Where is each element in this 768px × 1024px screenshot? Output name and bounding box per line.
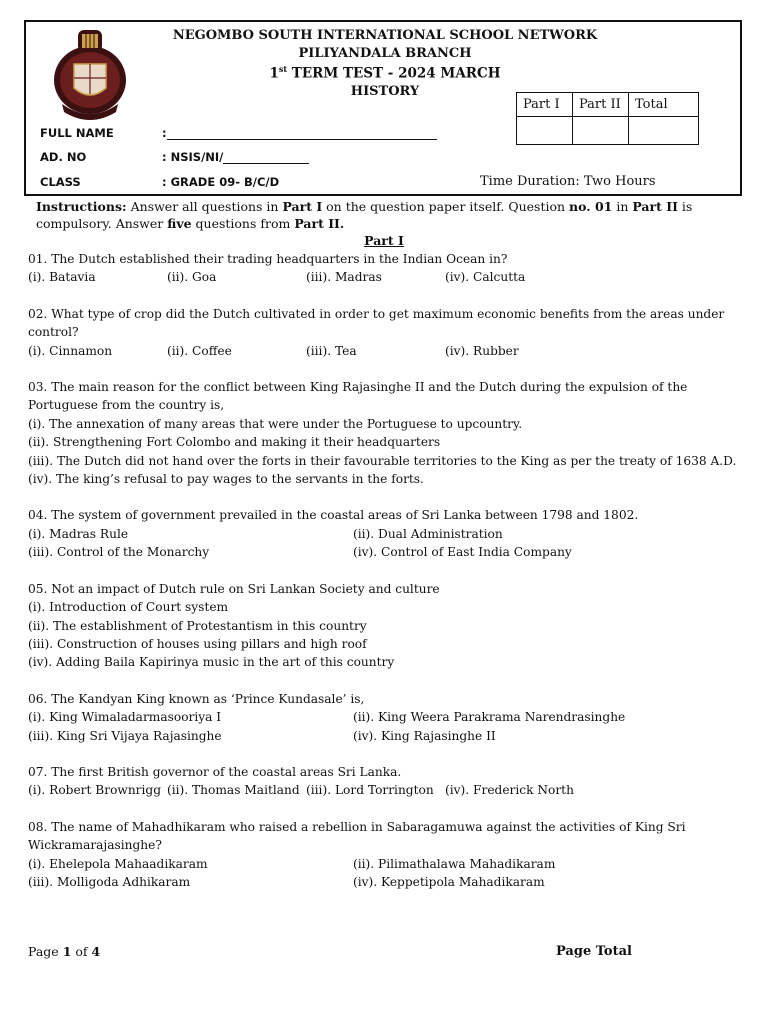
- instructions: Instructions: Answer all questions in Part I on the question paper itself. Question no. 01 in Part II is compulsory. Answer five questions from Part II.: [36, 199, 693, 231]
- score-header-part2: Part II: [573, 93, 629, 117]
- answer-option[interactable]: (i). Madras Rule: [28, 526, 129, 541]
- question-text: 01. The Dutch established their trading headquarters in the Indian Ocean in?: [28, 252, 508, 266]
- answer-option[interactable]: (iv). Rubber: [445, 343, 519, 358]
- test-title: 1st TERM TEST - 2024 MARCH: [269, 64, 501, 82]
- score-cell-part1[interactable]: [517, 117, 573, 145]
- answer-option[interactable]: (i). King Wimaladarmasooriya I: [28, 710, 222, 725]
- score-header-part1: Part I: [517, 93, 573, 117]
- question-item: [28, 580, 740, 672]
- question-item: [28, 506, 740, 561]
- answer-option[interactable]: (ii). King Weera Parakrama Narendrasinghe: [353, 710, 626, 725]
- header-box: [24, 20, 742, 196]
- question-item: [28, 690, 740, 745]
- answer-option[interactable]: (iii). Lord Torrington: [306, 783, 434, 798]
- ad-no-field[interactable]: : NSIS/NI/: [162, 150, 309, 164]
- answer-option[interactable]: (ii). Strengthening Fort Colombo and making it their headquarters: [28, 435, 441, 450]
- subject-title: HISTORY: [350, 84, 420, 99]
- answer-option[interactable]: (i). The annexation of many areas that were under the Portuguese to upcountry.: [28, 416, 523, 431]
- question-text: 02. What type of crop did the Dutch cultivated in order to get maximum economic benefits from the areas under control?: [28, 306, 725, 340]
- answer-option[interactable]: (ii). Goa: [167, 270, 217, 285]
- answer-option[interactable]: (i). Introduction of Court system: [28, 600, 229, 615]
- answer-option[interactable]: (iii). Control of the Monarchy: [28, 545, 210, 560]
- question-item: [28, 250, 740, 287]
- ad-no-label: AD. NO: [40, 150, 87, 164]
- question-item: [28, 305, 740, 360]
- answer-option[interactable]: (iv). King Rajasinghe II: [353, 728, 496, 743]
- question-item: [28, 763, 740, 800]
- class-label: CLASS: [40, 175, 81, 189]
- answer-option[interactable]: (iv). Frederick North: [445, 783, 574, 798]
- part-title: Part I: [364, 233, 404, 248]
- answer-option[interactable]: (ii). Dual Administration: [353, 526, 503, 541]
- question-text: 03. The main reason for the conflict between King Rajasinghe II and the Dutch during the expulsion of the Portuguese from the country is,: [28, 380, 688, 413]
- answer-option[interactable]: (ii). Pilimathalawa Mahadikaram: [353, 856, 556, 871]
- score-cell-total[interactable]: [629, 117, 699, 145]
- score-cell-part2[interactable]: [573, 117, 629, 145]
- answer-option[interactable]: (iv). Keppetipola Mahadikaram: [353, 874, 545, 889]
- page-total-label: Page Total: [556, 944, 632, 959]
- question-text: 06. The Kandyan King known as ‘Prince Kundasale’ is,: [28, 691, 365, 706]
- answer-option[interactable]: (iii). The Dutch did not hand over the forts in their favourable territories to the King as per the treaty of 1638 A.D.: [28, 453, 737, 468]
- answer-option[interactable]: (ii). Thomas Maitland: [167, 783, 300, 798]
- answer-option[interactable]: (i). Robert Brownrigg: [28, 783, 162, 798]
- question-text: 07. The first British governor of the coastal areas Sri Lanka.: [28, 764, 402, 779]
- answer-option[interactable]: (iv). Adding Baila Kapirinya music in the art of this country: [28, 655, 395, 670]
- answer-option[interactable]: (iii). Molligoda Adhikaram: [28, 874, 191, 889]
- answer-option[interactable]: (iii). Tea: [306, 343, 357, 358]
- answer-option[interactable]: (iii). Construction of houses using pillars and high roof: [28, 636, 367, 651]
- time-duration: Time Duration: Two Hours: [480, 174, 656, 189]
- full-name-label: FULL NAME: [40, 126, 114, 140]
- class-value: : GRADE 09- B/C/D: [162, 175, 280, 189]
- answer-option[interactable]: (i). Cinnamon: [28, 343, 113, 358]
- full-name-field[interactable]: :: [162, 126, 437, 140]
- question-item: [28, 818, 740, 892]
- branch-name: PILIYANDALA BRANCH: [298, 46, 472, 61]
- answer-option[interactable]: (i). Batavia: [28, 270, 96, 285]
- question-text: 05. Not an impact of Dutch rule on Sri Lankan Society and culture: [28, 581, 440, 596]
- answer-option[interactable]: (ii). Coffee: [167, 343, 232, 358]
- answer-option[interactable]: (iii). King Sri Vijaya Rajasinghe: [28, 728, 222, 743]
- question-text: 08. The name of Mahadhikaram who raised a rebellion in Sabaragamuwa against the activities of King Sri Wickramarajasinghe?: [28, 819, 686, 853]
- answer-option[interactable]: (iii). Madras: [306, 270, 382, 285]
- score-table: [516, 92, 699, 145]
- answer-option[interactable]: (ii). The establishment of Protestantism in this country: [28, 618, 367, 633]
- answer-option[interactable]: (i). Ehelepola Mahaadikaram: [28, 856, 208, 871]
- school-name: NEGOMBO SOUTH INTERNATIONAL SCHOOL NETWORK: [172, 28, 598, 43]
- question-text: 04. The system of government prevailed in the coastal areas of Sri Lanka between 1798 and 1802.: [28, 508, 639, 523]
- answer-option[interactable]: (iv). Control of East India Company: [353, 545, 572, 560]
- answer-option[interactable]: (iv). The king’s refusal to pay wages to the servants in the forts.: [28, 472, 424, 487]
- question-item: [28, 378, 740, 488]
- score-header-total: Total: [629, 93, 699, 117]
- answer-option[interactable]: (iv). Calcutta: [445, 270, 526, 285]
- page-number: Page 1 of 4: [28, 944, 101, 959]
- question-list: [28, 250, 740, 909]
